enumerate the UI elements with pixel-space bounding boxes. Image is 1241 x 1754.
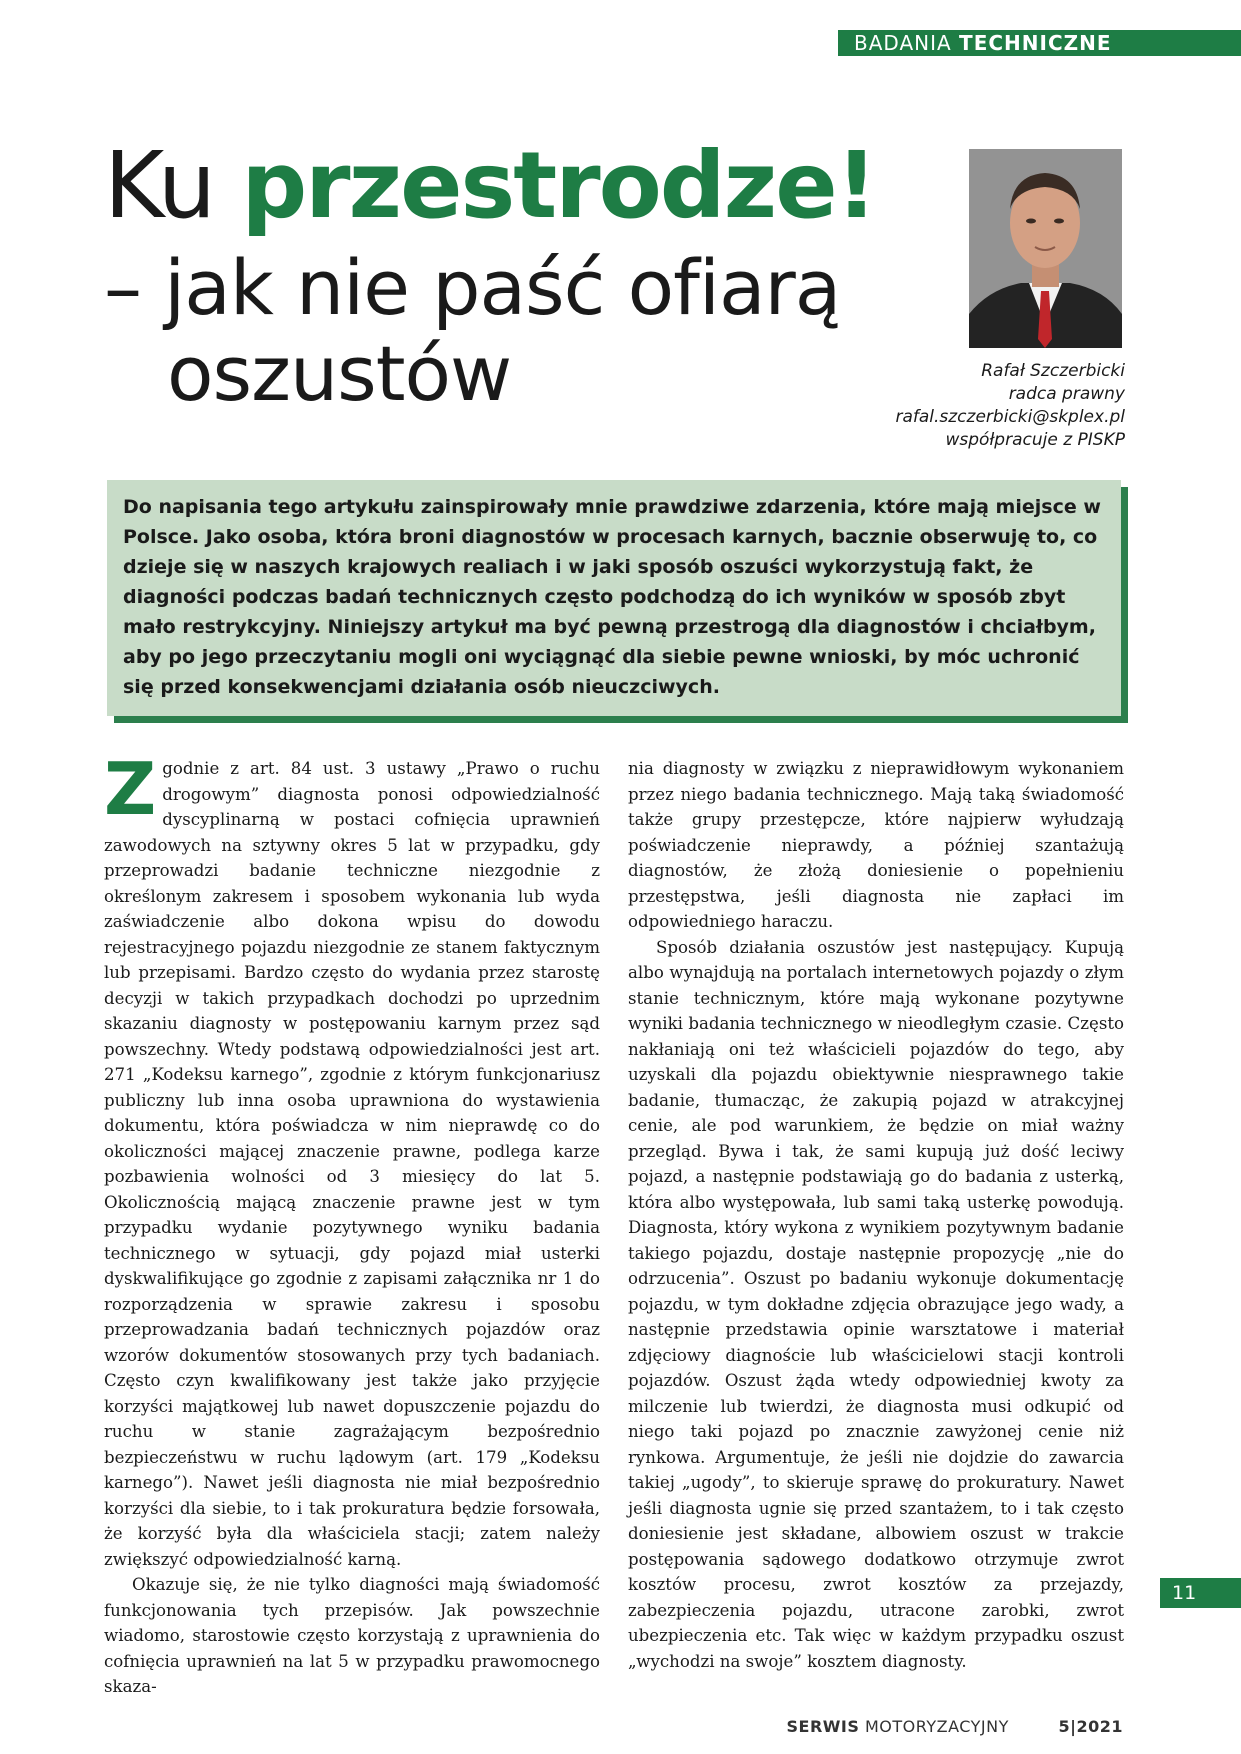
body-column-right: [628, 756, 1124, 1674]
body-paragraph: Okazuje się, że nie tylko diagności mają świadomość funkcjonowania tych przepisów. Jak powszechnie wiadomo, starostowie często korzystają z uprawnienia do cofnięcia uprawnień na lat 5 w przypadku prawomocnego skaza-: [104, 1575, 600, 1696]
drop-cap: Z: [104, 747, 157, 831]
title-prefix: Ku: [104, 132, 242, 239]
body-paragraph: nia diagnosty w związku z nieprawidłowym wykonaniem przez niego badania technicznego. Mają taką świadomość także grupy przestępcze, które najpierw wyłudzają poświadczenie nieprawdy, a później szantażują diagnostów, że złożą doniesienie o popełnieniu przestępstwa, jeśli diagnosta nie zapłaci im odpowiedniego haraczu.: [628, 759, 1124, 931]
footer-brand: SERWIS: [786, 1717, 860, 1736]
title-line-3: oszustów: [167, 329, 512, 418]
author-name: Rafał Szczerbicki: [981, 361, 1125, 381]
title-line-1: [104, 132, 876, 239]
body-paragraph: Sposób działania oszustów jest następujący. Kupują albo wynajdują na portalach internetowych pojazdy o złym stanie technicznym, które mają wykonane pozytywne wyniki badania technicznego w nieodległym czasie. Często nakłaniają oni też właścicieli pojazdów do tego, aby uzyskali dla pojazdu obiektywnie niesprawnego takie badanie, tłumacząc, że zakupią pojazd w atrakcyjnej cenie, ale pod warunkiem, że będzie on miał ważny przegląd. Bywa i tak, że sami kupują już dość leciwy pojazd, a następnie podstawiają go do badania z usterką, która albo występowała, lub sami taką usterkę powodują. Diagnosta, który wykona z wynikiem pozytywnym badanie takiego pojazdu, dostaje następnie propozycję „nie do odrzucenia”. Oszust po badaniu wykonuje dokumentację pojazdu, w tym dokładne zdjęcia obrazujące jego wady, a następnie przedstawia opinie warsztatowe i materiał zdjęciowy diagnoście lub właścicielowi stacji kontroli pojazdów. Oszust żąda wtedy odpowiedniej kwoty za milczenie lub twierdzi, że diagnosta musi odkupić od niego taki pojazd po znacznie zawyżonej cenie niż rynkowa. Argumentuje, że jeśli nie dojdzie do zawarcia takiej „ugody”, to skieruje sprawę do prokuratury. Nawet jeśli diagnosta ugnie się przed szantażem, to i tak często doniesienie jest składane, albowiem oszust w trakcie postępowania sądowego dodatkowo otrzymuje zwrot kosztów procesu, zwrot kosztów za przejazdy, zabezpieczenia pojazdu, utracone zarobki, zwrot ubezpieczenia etc. Tak więc w każdym przypadku oszust „wychodzi na swoje” kosztem diagnosty.: [628, 937, 1124, 1671]
footer-magazine: MOTORYZACYJNY: [865, 1717, 1009, 1736]
author-photo: [969, 149, 1122, 348]
article-title: [104, 132, 876, 418]
author-email[interactable]: rafal.szczerbicki@skplex.pl: [895, 407, 1125, 427]
page-number: 11: [1160, 1578, 1241, 1608]
title-line-2: – jak nie paść ofiarą: [104, 243, 841, 332]
author-affiliation: współpracuje z PISKP: [945, 430, 1125, 450]
author-portrait-icon: [969, 149, 1122, 348]
author-info: [895, 360, 1125, 452]
section-label-bold: TECHNICZNE: [959, 31, 1112, 55]
footer-issue: 5|2021: [1058, 1717, 1123, 1736]
body-paragraph-text: godnie z art. 84 ust. 3 ustawy „Prawo o ruchu drogowym” diagnosta ponosi odpowiedzialność dyscyplinarną w postaci cofnięcia uprawnień zawodowych na sztywny okres 5 lat w przypadku, gdy przeprowadzi badanie techniczne niezgodnie z określonym zakresem i sposobem wykonania lub wyda zaświadczenie albo dokona wpisu do dowodu rejestracyjnego pojazdu niezgodnie ze stanem faktycznym lub przepisami. Bardzo często do wydania przez starostę decyzji w takich przypadkach dochodzi po uprzednim skazaniu diagnosty w postępowaniu karnym przez sąd powszechny. Wtedy podstawą odpowiedzialności jest art. 271 „Kodeksu karnego”, zgodnie z którym funkcjonariusz publiczny lub inna osoba uprawniona do wystawienia dokumentu, która poświadcza w nim nieprawdę co do okoliczności mającej znaczenie prawne, podlega karze pozbawienia wolności od 3 miesięcy do lat 5. Okolicznością mającą znaczenie prawne jest w tym przypadku wydanie pozytywnego wyniku badania technicznego w sytuacji, gdy pojazd miał usterki dyskwalifikujące go zgodnie z zapisami załącznika nr 1 do rozporządzenia w sprawie zakresu i sposobu przeprowadzania badań technicznych pojazdów oraz wzorów dokumentów stosowanych przy tych badaniach. Często czyn kwalifikowany jest także jako przyjęcie korzyści majątkowej lub nawet dopuszczenie pojazdu do ruchu w stanie zagrażającym bezpośrednio bezpieczeństwu w ruchu lądowym (art. 179 „Kodeksu karnego”). Nawet jeśli diagnosta nie miał bezpośrednio korzyści dla siebie, to i tak prokuratura będzie forsowała, że korzyść była dla właściciela stacji; zatem należy zwiększyć odpowiedzialność karną.: [104, 759, 600, 1569]
lead-box: [107, 480, 1121, 716]
section-label-light: BADANIA: [854, 31, 952, 55]
section-header: [838, 30, 1241, 56]
body-paragraph: [104, 747, 600, 1572]
author-role: radca prawny: [1008, 384, 1125, 404]
page-footer: [787, 1717, 1124, 1736]
lead-text: Do napisania tego artykułu zainspirowały mnie prawdziwe zdarzenia, które mają miejsce w Polsce. Jako osoba, która broni diagnostów w procesach karnych, bacznie obserwuję to, co dzieje się w naszych krajowych realiach i w jaki sposób oszuści wykorzystują fakt, że diagności podczas badań technicznych często podchodzą do ich wyników w sposób zbyt mało restrykcyjny. Niniejszy artykuł ma być pewną przestrogą dla diagnostów i chciałbym, aby po jego przeczytaniu mogli oni wyciągnąć dla siebie pewne wnioski, by móc uchronić się przed konsekwencjami działania osób nieuczciwych.: [123, 496, 1101, 698]
body-column-left: [104, 747, 600, 1700]
title-highlight: przestrodze!: [241, 132, 876, 239]
